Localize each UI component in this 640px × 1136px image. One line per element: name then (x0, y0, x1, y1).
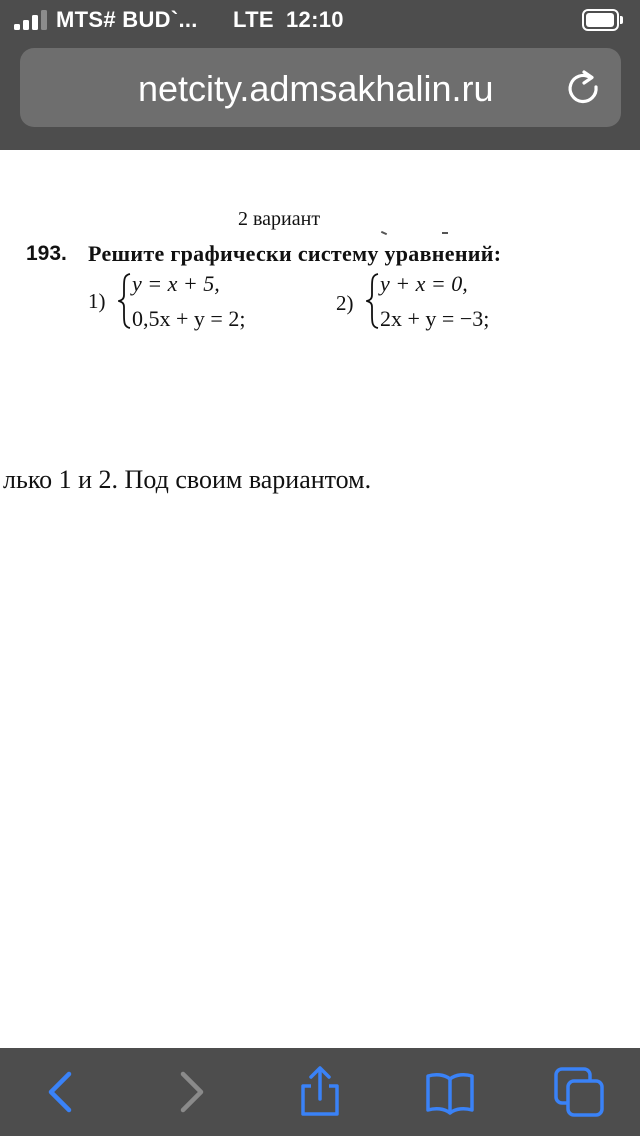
system-1-label: 1) (88, 289, 106, 313)
network-type: LTE (233, 7, 274, 32)
bookmarks-book-icon[interactable] (424, 1066, 476, 1118)
scan-artifact (442, 232, 448, 234)
system-2-equation-1: y + x = 0, (380, 271, 468, 296)
brace-icon (366, 273, 380, 329)
address-bar[interactable] (20, 48, 621, 127)
browser-top-bar (0, 0, 640, 150)
carrier-name: MTS# BUD`... (56, 7, 198, 32)
task-number: 193. (26, 242, 67, 265)
system-2-equation-2: 2x + y = −3; (380, 306, 490, 331)
cellular-signal-icon (14, 10, 50, 30)
reload-icon[interactable] (563, 68, 603, 108)
status-bar (0, 0, 640, 42)
back-arrow-icon[interactable] (36, 1066, 88, 1118)
scan-artifact (381, 231, 387, 235)
url-text[interactable]: netcity.admsakhalin.ru (138, 68, 494, 109)
instruction-note: лько 1 и 2. Под своим вариантом. (3, 465, 372, 494)
status-time: 12:10 (286, 7, 344, 32)
page-content (0, 150, 640, 1048)
tabs-icon[interactable] (553, 1066, 605, 1118)
variant-label: 2 вариант (238, 208, 321, 230)
browser-toolbar (0, 1048, 640, 1136)
system-1-equation-2: 0,5x + y = 2; (132, 306, 246, 331)
forward-arrow-icon[interactable] (164, 1066, 216, 1118)
battery-icon (582, 9, 623, 31)
system-2-label: 2) (336, 291, 354, 315)
system-1-equation-1: y = x + 5, (132, 271, 220, 296)
brace-icon (118, 273, 132, 329)
share-icon[interactable] (294, 1066, 346, 1118)
task-instruction: Решите графически систему уравнений: (88, 241, 502, 266)
